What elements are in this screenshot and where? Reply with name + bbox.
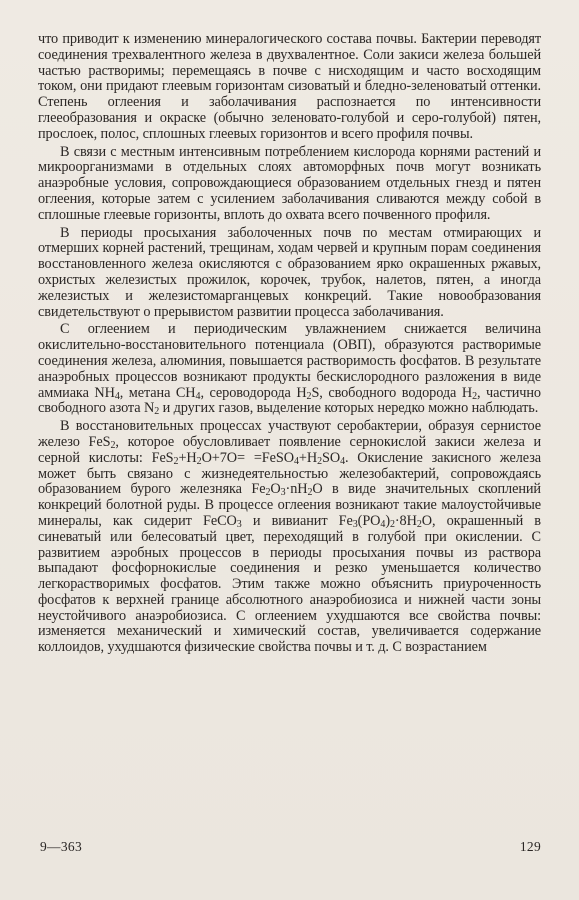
text-run: , которое обусловливает появление сернокислой закиси железа и серной кислоты: FeS [38,433,541,466]
paragraph [38,322,541,417]
subscript: 4 [195,390,201,402]
subscript: 2 [306,390,312,402]
paragraph [38,226,541,321]
subscript: 2 [154,406,160,418]
text-run: O, окрашенный в синеватый или белесоватый цвет, переходящий в голубой при окислении. С развитием аэробных процессов в периоды просыхания почвы из раствора выпадают фосфорнокислые соединения и резко уменьшается количество легкорастворимых фосфатов. Этим также можно объяснить приуроченность фосфатов к верхней границе абсолютного анаэробиозиса и нижней части зоны неустойчивого анаэробиозиса. С оглеением ухудшаются все свойства почвы: изменяется механический и химический состав, увеличивается содержание коллоидов, ухудшаются физические свойства почвы и т. д. С возрастанием [38,512,541,656]
text-run: +H [178,449,197,466]
text-run: что приводит к изменению минералогического состава почвы. Бактерии переводят соединения трехвалентного железа в двухвалентное. Соли закиси железа большей частью растворимы; перемещаясь в почве с нисходящим и часто восходящим током, они придают глеевым горизонтам сизоватый и бледно-зеленоватый оттенки. Степень оглеения и заболачивания распознается по интенсивности глееобразования и окраске (обычно зеленовато-голубой и серо-голубой) пятен, прослоек, полос, сплошных глеевых горизонтов и всего профиля почвы. [38,31,541,142]
text-run: В восстановительных процессах участвуют серобактерии, образуя сернистое железо FeS [38,418,541,450]
subscript: 3 [280,487,286,499]
text-run: +H [298,449,318,466]
subscript: 3 [236,518,242,530]
text-run: и вивианит Fe [241,512,353,529]
text-run: (PO [357,512,381,529]
subscript: 4 [114,390,120,402]
text-run: ·8H [394,512,417,529]
subscript: 2 [173,455,179,467]
text-run: S, свободного водорода H [311,384,473,401]
paragraph [38,419,541,656]
subscript: 2 [317,455,322,467]
subscript: 2 [307,487,313,499]
body-text [38,32,541,658]
text-run: ) [385,512,390,529]
subscript: 4 [340,455,345,467]
subscript: 2 [472,390,477,402]
text-run: , метана CH [119,384,196,401]
subscript: 3 [352,518,358,530]
text-run: . Окисление закисного железа может быть связано с жизнедеятельностью железобактерий, сопровождаясь образованием бурого железняка Fe [38,449,542,498]
paragraph [38,145,541,224]
subscript: 2 [196,455,202,467]
text-run: В связи с местным интенсивным потреблением кислорода корнями растений и микроорганизмами в отдельных слоях автоморфных почв могут возникать анаэробные условия, сопровождающиеся образованием отдельных гнезд и пятен оглеения, которые затем с усилением заболачивания сливаются между собой в сплошные глеевые горизонты, вплоть до охвата всего почвенного профиля. [38,143,541,223]
subscript: 4 [293,455,299,467]
text-run: В периоды просыхания заболоченных почв по местам отмирающих и отмерших корней растений, трещинам, ходам червей и крупным порам соединения восстановленного железа окисляются с образованием ярко окрашенных ржавых, охристых железистых прожилок, корочек, трубок, налетов, пятен, а иногда железистых и железистомарганцевых конкреций. Такие новообразования свидетельствуют о прерывистом развитии процесса заболачивания. [38,224,541,320]
text-run: , сероводорода H [200,384,307,401]
text-run: С оглеением и периодическим увлажнением снижается величина окислительно-восстановительного потенциала (ОВП), образуются растворимые соединения железа, алюминия, повышается растворимость фосфатов. В результате анаэробных процессов возникают продукты бескислородного разложения в виде аммиака NH [38,321,541,401]
text-run: O [270,481,281,498]
paragraph [38,32,541,143]
subscript: 2 [389,518,395,530]
subscript: 2 [416,518,422,530]
text-run: O в виде значительных скоплений конкреций болотной руды. В процессе оглеения возникают такие малоустойчивые минералы, как сидерит FeCO [38,481,541,529]
subscript: 2 [265,487,271,499]
text-run: O+7O= =FeSO [201,449,294,466]
page-number: 129 [519,839,541,854]
subscript: 4 [380,518,386,530]
printer-signature-mark: 9—363 [40,839,82,854]
text-run: ·nH [285,481,308,498]
text-run: и других газов, выделение которых нередко можно наблюдать. [159,400,539,417]
text-run: SO [321,449,341,466]
text-run: , частично свободного азота N [38,384,541,417]
subscript: 2 [110,439,116,451]
